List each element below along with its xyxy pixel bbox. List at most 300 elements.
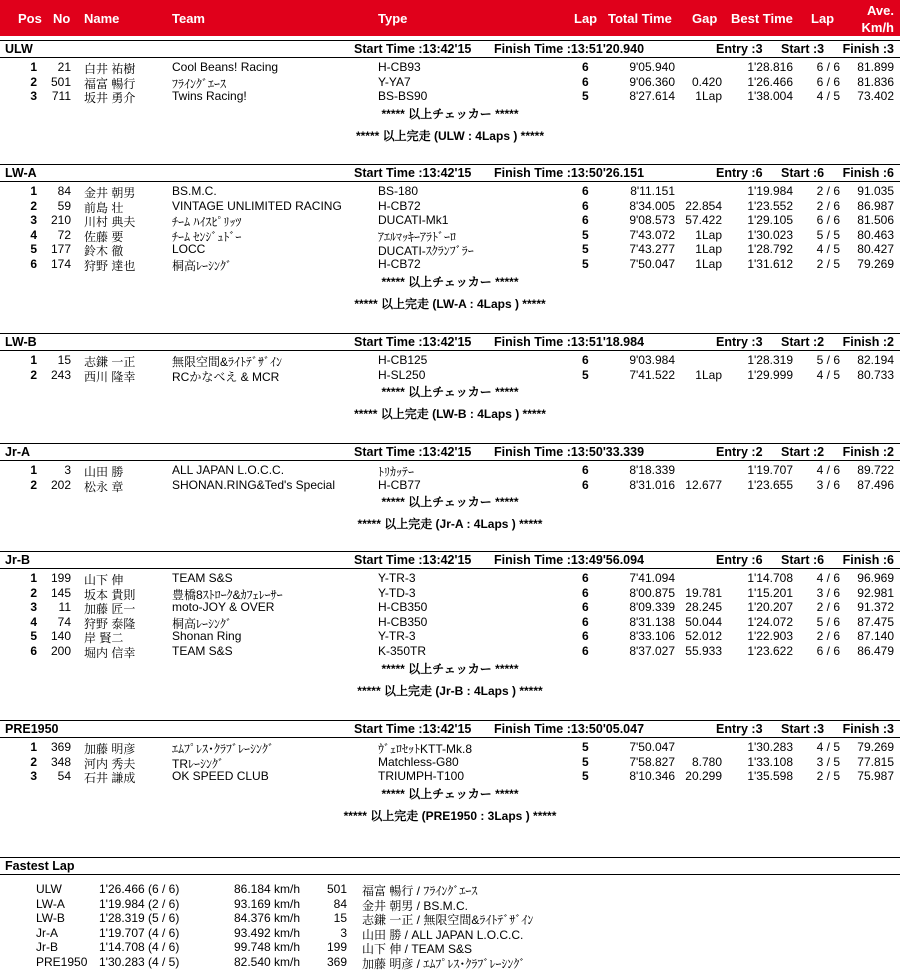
cell-no: 54 — [57, 769, 71, 784]
complete-line: ***** 以上完走 (ULW : 4Laps ) ***** — [355, 128, 545, 143]
complete-line: ***** 以上完走 (Jr-B : 4Laps ) ***** — [357, 683, 543, 698]
cell-total-time: 8'37.027 — [629, 644, 675, 658]
cell-lap: 6 — [582, 353, 589, 367]
result-row — [0, 769, 900, 786]
cell-best-lap: 4 / 5 — [816, 242, 840, 257]
start-time: Start Time :13:42'15 — [354, 445, 472, 459]
cell-best-time: 1'28.319 — [747, 353, 793, 367]
class-header-bar — [0, 164, 900, 182]
cell-gap: 1Lap — [695, 367, 722, 382]
cell-gap: 0.420 — [691, 74, 722, 89]
fastest-lap-row — [0, 940, 900, 955]
cell-best-time: 1'15.201 — [747, 585, 793, 600]
cell-lap: 6 — [582, 60, 589, 74]
cell-best-lap: 4 / 5 — [816, 740, 840, 754]
cell-ave-speed: 81.506 — [857, 213, 894, 228]
cell-no: 210 — [50, 213, 71, 228]
cell-gap: 12.677 — [685, 477, 722, 492]
cell-total-time: 8'33.106 — [629, 629, 675, 644]
cell-no: 243 — [50, 367, 71, 382]
finish-time: Finish Time :13:51'18.984 — [494, 335, 645, 349]
cell-no: 72 — [57, 227, 71, 242]
cell-lap: 6 — [582, 585, 589, 600]
cell-no: 711 — [51, 89, 71, 104]
col-best-time: Best Time — [731, 11, 793, 26]
cell-best-lap: 5 / 5 — [816, 227, 840, 242]
cell-total-time: 9'08.573 — [629, 213, 675, 228]
cell-type: H-CB93 — [378, 60, 421, 74]
finish-count: Finish :2 — [842, 445, 894, 459]
fl-speed: 93.169 km/h — [234, 896, 301, 911]
cell-team: SHONAN.RING&Ted's Special — [172, 477, 336, 492]
finish-time: Finish Time :13:50'33.339 — [494, 445, 645, 459]
cell-total-time: 7'41.522 — [629, 367, 675, 382]
cell-lap: 6 — [582, 74, 589, 89]
cell-ave-speed: 79.269 — [857, 257, 894, 271]
cell-pos: 4 — [30, 614, 37, 629]
cell-team: OK SPEED CLUB — [172, 769, 269, 784]
result-row — [0, 755, 900, 769]
fl-speed: 93.492 km/h — [234, 925, 301, 940]
cell-ave-speed: 86.479 — [857, 644, 894, 658]
cell-pos: 5 — [30, 629, 37, 644]
start-count: Start :3 — [781, 722, 825, 736]
cell-best-lap: 6 / 6 — [816, 213, 840, 228]
cell-name: 山下 伸 — [84, 573, 124, 587]
cell-lap: 6 — [582, 184, 589, 198]
cell-ave-speed: 80.733 — [857, 367, 894, 382]
cell-best-lap: 4 / 6 — [816, 571, 840, 585]
fl-class: Jr-B — [36, 940, 58, 955]
fl-time: 1'30.283 (4 / 5) — [99, 955, 180, 969]
cell-team: LOCC — [172, 242, 206, 257]
start-count: Start :2 — [781, 335, 825, 349]
cell-best-lap: 3 / 6 — [816, 585, 840, 600]
cell-type: Y-TR-3 — [378, 571, 416, 585]
cell-gap: 1Lap — [695, 89, 722, 104]
entry-count: Entry :3 — [716, 42, 763, 56]
cell-type: Y-TR-3 — [378, 629, 416, 644]
fl-no: 501 — [326, 882, 347, 896]
cell-name: 坂本 貴則 — [84, 587, 136, 602]
finish-count: Finish :3 — [842, 722, 894, 736]
cell-name: 坂井 勇介 — [84, 91, 136, 106]
cell-name: 狩野 達也 — [84, 259, 136, 273]
cell-lap: 5 — [582, 367, 589, 382]
cell-best-lap: 2 / 6 — [816, 600, 840, 615]
cell-name: 金井 朝男 — [84, 186, 136, 200]
entry-count: Entry :2 — [716, 445, 763, 459]
fl-time: 1'19.984 (2 / 6) — [99, 896, 180, 911]
class-name: Jr-A — [5, 445, 31, 459]
checker-line: ***** 以上チェッカー ***** — [381, 106, 519, 121]
col-no: No — [53, 11, 71, 26]
cell-no: 74 — [57, 614, 71, 629]
result-row — [0, 478, 900, 492]
cell-team: ALL JAPAN L.O.C.C. — [172, 463, 285, 477]
fl-rider-team: 金井 朝男 / BS.M.C. — [362, 898, 469, 913]
cell-ave-speed: 79.269 — [857, 740, 894, 754]
col-best-lap: Lap — [811, 11, 835, 26]
cell-best-time: 1'29.999 — [747, 367, 793, 382]
cell-gap: 50.044 — [685, 614, 722, 629]
cell-type: H-CB125 — [378, 353, 428, 367]
cell-total-time: 7'50.047 — [629, 257, 675, 271]
cell-lap: 6 — [582, 477, 589, 492]
class-name: PRE1950 — [5, 722, 59, 736]
cell-best-time: 1'29.105 — [747, 213, 793, 228]
cell-gap: 57.422 — [685, 213, 722, 228]
finish-time: Finish Time :13:51'20.940 — [494, 42, 645, 56]
cell-name: 加藤 匠一 — [84, 602, 136, 617]
start-time: Start Time :13:42'15 — [354, 553, 472, 567]
cell-best-lap: 2 / 5 — [816, 257, 840, 271]
cell-type: DUCATI-ｽｸﾗﾝﾌﾞﾗｰ — [378, 244, 474, 259]
cell-best-lap: 4 / 5 — [816, 367, 840, 382]
cell-total-time: 7'50.047 — [629, 740, 675, 754]
result-row — [0, 463, 900, 477]
result-row — [0, 257, 900, 271]
cell-lap: 6 — [582, 198, 589, 213]
complete-line: ***** 以上完走 (LW-B : 4Laps ) ***** — [354, 407, 546, 422]
cell-total-time: 7'41.094 — [629, 571, 675, 585]
cell-ave-speed: 92.981 — [857, 585, 894, 600]
fl-rider-team: 山田 勝 / ALL JAPAN L.O.C.C. — [362, 927, 524, 942]
cell-type: TRIUMPH-T100 — [378, 769, 465, 784]
cell-ave-speed: 89.722 — [857, 463, 894, 477]
fl-class: LW-B — [36, 911, 65, 926]
cell-type: ﾄﾘｶｯﾃｰ — [378, 465, 415, 479]
cell-total-time: 8'09.339 — [629, 600, 675, 615]
cell-name: 佐藤 要 — [84, 229, 124, 244]
cell-pos: 3 — [30, 213, 37, 228]
cell-no: 501 — [50, 74, 71, 89]
fastest-lap-row — [0, 897, 900, 912]
cell-best-lap: 6 / 6 — [816, 74, 840, 89]
cell-type: K-350TR — [378, 644, 427, 658]
cell-no: 200 — [50, 644, 71, 658]
start-count: Start :3 — [781, 42, 825, 56]
class-name: LW-B — [5, 335, 37, 349]
cell-name: 前島 壮 — [84, 200, 124, 215]
finish-count: Finish :3 — [842, 42, 894, 56]
result-row — [0, 615, 900, 629]
cell-gap: 19.781 — [685, 585, 722, 600]
cell-gap: 8.780 — [691, 754, 722, 769]
cell-no: 199 — [50, 571, 71, 585]
result-row — [0, 586, 900, 600]
fl-time: 1'26.466 (6 / 6) — [99, 882, 180, 896]
cell-team: BS.M.C. — [172, 184, 217, 198]
cell-best-time: 1'33.108 — [747, 754, 793, 769]
fl-no: 369 — [326, 955, 347, 969]
fastest-lap-title — [0, 857, 900, 875]
result-row — [0, 571, 900, 585]
start-time: Start Time :13:42'15 — [354, 722, 472, 736]
cell-total-time: 8'00.875 — [629, 585, 675, 600]
result-row — [0, 89, 900, 106]
class-header-bar — [0, 40, 900, 58]
cell-type: ｳﾞｪﾛｾｯﾄKTT-Mk.8 — [378, 742, 473, 756]
col-team: Team — [172, 11, 205, 26]
result-row — [0, 644, 900, 658]
cell-best-lap: 2 / 6 — [816, 198, 840, 213]
finish-count: Finish :6 — [842, 553, 894, 567]
cell-pos: 2 — [30, 367, 37, 382]
cell-ave-speed: 91.372 — [857, 600, 894, 615]
cell-type: H-CB72 — [378, 198, 421, 213]
fl-no: 3 — [340, 925, 347, 940]
class-header-bar — [0, 551, 900, 569]
cell-ave-speed: 91.035 — [857, 184, 894, 198]
cell-team: ﾁｰﾑ ｾﾝｼﾞｭﾄﾞｰ — [172, 229, 242, 244]
cell-total-time: 7'43.277 — [629, 242, 675, 257]
cell-team: TRﾚｰｼﾝｸﾞ — [172, 756, 224, 771]
result-row — [0, 740, 900, 754]
cell-best-time: 1'28.792 — [747, 242, 793, 257]
fl-class: ULW — [36, 882, 62, 896]
class-header-bar — [0, 443, 900, 461]
fl-class: PRE1950 — [36, 955, 88, 969]
cell-lap: 6 — [582, 629, 589, 644]
cell-gap: 22.854 — [685, 198, 722, 213]
start-count: Start :6 — [781, 553, 825, 567]
cell-name: 松永 章 — [84, 479, 124, 494]
cell-total-time: 8'31.138 — [629, 614, 675, 629]
cell-total-time: 7'43.072 — [629, 227, 675, 242]
cell-type: H-CB350 — [378, 600, 428, 615]
cell-lap: 6 — [582, 571, 589, 585]
cell-no: 59 — [57, 198, 71, 213]
cell-no: 348 — [50, 754, 71, 769]
start-count: Start :6 — [781, 166, 825, 180]
cell-pos: 1 — [30, 60, 37, 74]
cell-pos: 1 — [30, 571, 37, 585]
col-ave: Ave. — [867, 3, 894, 18]
cell-pos: 3 — [30, 600, 37, 615]
cell-name: 川村 典夫 — [84, 215, 136, 230]
start-count: Start :2 — [781, 445, 825, 459]
complete-line: ***** 以上完走 (Jr-A : 4Laps ) ***** — [357, 517, 543, 532]
finish-count: Finish :6 — [842, 166, 894, 180]
cell-name: 石井 謙成 — [84, 771, 136, 786]
cell-total-time: 8'34.005 — [629, 198, 675, 213]
cell-team: ﾁｰﾑ ﾊｲｽﾋﾟﾘｯﾂ — [172, 215, 242, 230]
cell-total-time: 8'18.339 — [629, 463, 675, 477]
cell-ave-speed: 77.815 — [857, 754, 894, 769]
cell-ave-speed: 81.836 — [857, 74, 894, 89]
col-type: Type — [378, 11, 408, 26]
cell-no: 174 — [50, 257, 71, 271]
cell-ave-speed: 87.496 — [857, 477, 894, 492]
cell-best-time: 1'19.984 — [747, 184, 793, 198]
cell-no: 177 — [50, 242, 71, 257]
cell-lap: 6 — [582, 463, 589, 477]
cell-team: ｴﾑﾌﾟﾚｽ･ｸﾗﾌﾞﾚｰｼﾝｸﾞ — [172, 742, 275, 756]
cell-name: 河内 秀夫 — [84, 756, 136, 771]
cell-no: 145 — [50, 585, 71, 600]
cell-total-time: 7'58.827 — [629, 754, 675, 769]
fl-rider-team: 福富 暢行 / ﾌﾗｲﾝｸﾞｴｰｽ — [362, 884, 478, 898]
cell-name: 志鎌 一正 — [84, 355, 136, 369]
entry-count: Entry :6 — [716, 553, 763, 567]
result-row — [0, 629, 900, 646]
cell-lap: 6 — [582, 600, 589, 615]
cell-gap: 20.299 — [685, 769, 722, 784]
cell-pos: 1 — [30, 740, 37, 754]
results-header — [0, 0, 900, 36]
cell-team: Cool Beans! Racing — [172, 60, 279, 74]
finish-count: Finish :2 — [842, 335, 894, 349]
result-row — [0, 228, 900, 242]
start-time: Start Time :13:42'15 — [354, 166, 472, 180]
fl-rider-team: 加藤 明彦 / ｴﾑﾌﾟﾚｽ･ｸﾗﾌﾞﾚｰｼﾝｸﾞ — [362, 957, 526, 971]
fl-class: Jr-A — [36, 925, 58, 940]
cell-best-lap: 5 / 6 — [816, 614, 840, 629]
col-gap: Gap — [692, 11, 718, 26]
fastest-lap-row — [0, 955, 900, 970]
col-ave-unit: Km/h — [861, 20, 894, 35]
cell-name: 狩野 泰隆 — [84, 616, 136, 631]
result-row — [0, 184, 900, 198]
cell-name: 山田 勝 — [84, 465, 124, 479]
result-row — [0, 60, 900, 74]
cell-best-time: 1'24.072 — [747, 614, 793, 629]
cell-pos: 2 — [30, 754, 37, 769]
cell-type: Matchless-G80 — [378, 754, 459, 769]
cell-name: 加藤 明彦 — [84, 742, 136, 756]
cell-best-lap: 2 / 6 — [816, 629, 840, 644]
cell-pos: 1 — [30, 463, 37, 477]
cell-no: 15 — [57, 353, 71, 367]
cell-pos: 1 — [30, 184, 37, 198]
cell-best-lap: 6 / 6 — [816, 644, 840, 658]
checker-line: ***** 以上チェッカー ***** — [381, 786, 519, 801]
result-row — [0, 368, 900, 382]
fastest-lap-row — [0, 911, 900, 926]
cell-team: ﾌﾗｲﾝｸﾞｴｰｽ — [172, 76, 227, 91]
cell-type: BS-BS90 — [378, 89, 428, 104]
cell-lap: 5 — [582, 257, 589, 271]
cell-no: 84 — [57, 184, 71, 198]
cell-type: BS-180 — [378, 184, 419, 198]
cell-lap: 5 — [582, 89, 589, 104]
cell-no: 202 — [50, 477, 71, 492]
cell-best-time: 1'38.004 — [747, 89, 793, 104]
fastest-lap-label: Fastest Lap — [5, 859, 75, 873]
cell-total-time: 9'06.360 — [629, 74, 675, 89]
class-header-bar — [0, 333, 900, 351]
entry-count: Entry :3 — [716, 335, 763, 349]
cell-type: H-CB350 — [378, 614, 428, 629]
cell-total-time: 8'11.151 — [630, 184, 675, 198]
cell-ave-speed: 75.987 — [857, 769, 894, 784]
fl-no: 15 — [333, 911, 347, 926]
cell-gap: 1Lap — [695, 242, 722, 257]
cell-best-time: 1'14.708 — [747, 571, 793, 585]
cell-lap: 5 — [582, 242, 589, 257]
fl-rider-team: 山下 伸 / TEAM S&S — [362, 942, 473, 957]
cell-best-lap: 2 / 5 — [816, 769, 840, 784]
result-row — [0, 600, 900, 617]
start-time: Start Time :13:42'15 — [354, 42, 472, 56]
cell-name: 鈴木 徹 — [84, 244, 124, 259]
cell-type: Y-YA7 — [378, 74, 411, 89]
class-name: ULW — [5, 42, 33, 56]
cell-best-lap: 4 / 6 — [816, 463, 840, 477]
fl-rider-team: 志鎌 一正 / 無限空間&ﾗｲﾄﾃﾞｻﾞｲﾝ — [362, 913, 534, 928]
cell-gap: 52.012 — [685, 629, 722, 644]
cell-lap: 5 — [582, 769, 589, 784]
cell-pos: 5 — [30, 242, 37, 257]
cell-pos: 2 — [30, 585, 37, 600]
checker-line: ***** 以上チェッカー ***** — [381, 661, 519, 676]
cell-pos: 2 — [30, 198, 37, 213]
result-row — [0, 242, 900, 259]
checker-line: ***** 以上チェッカー ***** — [381, 274, 519, 289]
cell-team: Twins Racing! — [172, 89, 247, 104]
cell-name: 西川 隆幸 — [84, 369, 136, 384]
cell-no: 369 — [50, 740, 71, 754]
checker-line: ***** 以上チェッカー ***** — [381, 385, 519, 400]
cell-gap: 1Lap — [695, 227, 722, 242]
cell-ave-speed: 82.194 — [857, 353, 894, 367]
result-row — [0, 199, 900, 213]
cell-no: 3 — [64, 463, 71, 477]
fl-speed: 99.748 km/h — [234, 940, 301, 955]
cell-team: 豊橋8ｽﾄﾛｰｸ&ｶﾌｪﾚｰｻｰ — [172, 587, 283, 602]
cell-team: 桐高ﾚｰｼﾝｸﾞ — [172, 259, 233, 273]
cell-lap: 6 — [582, 644, 589, 658]
cell-no: 21 — [57, 60, 71, 74]
cell-type: H-CB77 — [378, 477, 421, 492]
cell-no: 140 — [50, 629, 71, 644]
cell-gap: 28.245 — [685, 600, 722, 615]
cell-ave-speed: 80.427 — [857, 242, 894, 257]
result-row — [0, 75, 900, 89]
cell-no: 11 — [58, 600, 71, 615]
cell-type: Y-TD-3 — [378, 585, 416, 600]
cell-lap: 5 — [582, 740, 589, 754]
entry-count: Entry :6 — [716, 166, 763, 180]
cell-pos: 6 — [30, 257, 37, 271]
col-name: Name — [84, 11, 120, 26]
cell-ave-speed: 73.402 — [857, 89, 894, 104]
cell-best-lap: 6 / 6 — [816, 60, 840, 74]
cell-type: ｱｴﾙﾏｯｷｰｱﾗﾄﾞｰﾛ — [378, 229, 457, 244]
cell-team: 無限空間&ﾗｲﾄﾃﾞｻﾞｲﾝ — [172, 355, 283, 369]
cell-best-time: 1'31.612 — [747, 257, 793, 271]
cell-type: H-SL250 — [378, 367, 426, 382]
cell-team: moto-JOY & OVER — [172, 600, 275, 615]
col-total-time: Total Time — [608, 11, 672, 26]
fl-speed: 82.540 km/h — [234, 955, 301, 969]
fl-no: 84 — [333, 896, 347, 911]
finish-time: Finish Time :13:50'05.047 — [494, 722, 645, 736]
cell-team: 桐高ﾚｰｼﾝｸﾞ — [172, 616, 233, 631]
complete-line: ***** 以上完走 (LW-A : 4Laps ) ***** — [354, 296, 546, 311]
cell-total-time: 9'03.984 — [629, 353, 675, 367]
cell-team: Shonan Ring — [172, 629, 242, 644]
cell-pos: 3 — [30, 769, 37, 784]
cell-best-lap: 3 / 6 — [816, 477, 840, 492]
cell-best-time: 1'30.023 — [747, 227, 793, 242]
cell-best-lap: 5 / 6 — [816, 353, 840, 367]
cell-name: 白井 祐樹 — [84, 62, 136, 76]
cell-type: DUCATI-Mk1 — [378, 213, 449, 228]
cell-ave-speed: 80.463 — [857, 227, 894, 242]
cell-best-lap: 3 / 5 — [816, 754, 840, 769]
